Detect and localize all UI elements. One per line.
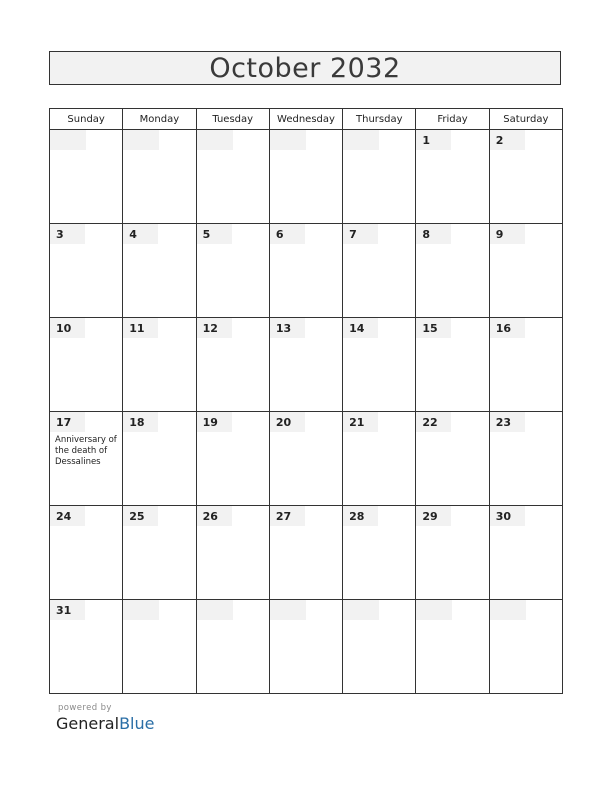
day-cell-12[interactable] (196, 318, 269, 412)
day-cell-2[interactable] (489, 130, 562, 224)
brand-general: General (56, 714, 120, 733)
day-cell-17[interactable] (50, 412, 123, 506)
day-cell-10[interactable] (50, 318, 123, 412)
day-number: 5 (197, 224, 232, 244)
day-number: 18 (123, 412, 158, 432)
empty-day-cell[interactable] (269, 600, 342, 694)
day-cell-22[interactable] (416, 412, 489, 506)
calendar-grid (49, 108, 563, 694)
day-cell-28[interactable] (343, 506, 416, 600)
day-cell-20[interactable] (269, 412, 342, 506)
day-cell-9[interactable] (489, 224, 562, 318)
day-cell-3[interactable] (50, 224, 123, 318)
day-number: 27 (270, 506, 305, 526)
empty-day-tab (343, 130, 379, 150)
week-row (50, 130, 563, 224)
empty-day-tab (490, 600, 526, 620)
day-cell-30[interactable] (489, 506, 562, 600)
empty-day-cell[interactable] (343, 600, 416, 694)
day-cell-16[interactable] (489, 318, 562, 412)
day-number: 10 (50, 318, 85, 338)
day-number: 22 (416, 412, 451, 432)
day-number: 7 (343, 224, 378, 244)
day-cell-25[interactable] (123, 506, 196, 600)
day-cell-4[interactable] (123, 224, 196, 318)
day-number: 24 (50, 506, 85, 526)
empty-day-cell[interactable] (196, 130, 269, 224)
day-cell-26[interactable] (196, 506, 269, 600)
day-number: 19 (197, 412, 232, 432)
day-number: 9 (490, 224, 525, 244)
week-row (50, 224, 563, 318)
empty-day-tab (343, 600, 379, 620)
day-cell-14[interactable] (343, 318, 416, 412)
day-cell-21[interactable] (343, 412, 416, 506)
day-cell-13[interactable] (269, 318, 342, 412)
day-number: 3 (50, 224, 85, 244)
day-cell-31[interactable] (50, 600, 123, 694)
day-cell-15[interactable] (416, 318, 489, 412)
empty-day-cell[interactable] (489, 600, 562, 694)
day-cell-6[interactable] (269, 224, 342, 318)
generalblue-logo[interactable] (56, 714, 154, 733)
weekday-tuesday: Tuesday (196, 109, 269, 130)
day-number: 25 (123, 506, 158, 526)
empty-day-cell[interactable] (343, 130, 416, 224)
weekday-friday: Friday (416, 109, 489, 130)
weekday-monday: Monday (123, 109, 196, 130)
weekday-header-row (50, 109, 563, 130)
empty-day-cell[interactable] (123, 600, 196, 694)
day-number: 23 (490, 412, 525, 432)
week-row (50, 412, 563, 506)
day-number: 13 (270, 318, 305, 338)
empty-day-tab (270, 600, 306, 620)
day-number: 29 (416, 506, 451, 526)
day-number: 30 (490, 506, 525, 526)
empty-day-tab (50, 130, 86, 150)
day-number: 15 (416, 318, 451, 338)
weekday-thursday: Thursday (343, 109, 416, 130)
day-number: 11 (123, 318, 158, 338)
week-row (50, 318, 563, 412)
empty-day-cell[interactable] (269, 130, 342, 224)
calendar-title-box (49, 51, 561, 85)
empty-day-cell[interactable] (196, 600, 269, 694)
week-row (50, 506, 563, 600)
day-number: 16 (490, 318, 525, 338)
day-cell-24[interactable] (50, 506, 123, 600)
powered-by-text: powered by (58, 703, 112, 713)
day-number: 12 (197, 318, 232, 338)
day-number: 17 (50, 412, 85, 432)
day-number: 8 (416, 224, 451, 244)
day-cell-5[interactable] (196, 224, 269, 318)
day-number: 14 (343, 318, 378, 338)
empty-day-tab (123, 600, 159, 620)
day-cell-11[interactable] (123, 318, 196, 412)
day-number: 21 (343, 412, 378, 432)
empty-day-cell[interactable] (50, 130, 123, 224)
day-cell-27[interactable] (269, 506, 342, 600)
calendar-title: October 2032 (209, 52, 401, 84)
weekday-wednesday: Wednesday (269, 109, 342, 130)
empty-day-cell[interactable] (416, 600, 489, 694)
day-cell-29[interactable] (416, 506, 489, 600)
day-number: 26 (197, 506, 232, 526)
day-number: 28 (343, 506, 378, 526)
day-number: 6 (270, 224, 305, 244)
day-cell-7[interactable] (343, 224, 416, 318)
weekday-saturday: Saturday (489, 109, 562, 130)
empty-day-cell[interactable] (123, 130, 196, 224)
day-number: 1 (416, 130, 451, 150)
day-cell-19[interactable] (196, 412, 269, 506)
empty-day-tab (197, 600, 233, 620)
weekday-sunday: Sunday (50, 109, 123, 130)
day-cell-18[interactable] (123, 412, 196, 506)
empty-day-tab (197, 130, 233, 150)
day-number: 2 (490, 130, 525, 150)
empty-day-tab (123, 130, 159, 150)
footer (56, 703, 154, 733)
day-number: 20 (270, 412, 305, 432)
brand-blue: Blue (119, 714, 155, 733)
day-number: 4 (123, 224, 158, 244)
empty-day-tab (416, 600, 452, 620)
holiday-event: Anniversary of the death of Dessalines (55, 435, 117, 467)
week-row (50, 600, 563, 694)
day-cell-1[interactable] (416, 130, 489, 224)
empty-day-tab (270, 130, 306, 150)
day-number: 31 (50, 600, 85, 620)
day-cell-8[interactable] (416, 224, 489, 318)
day-cell-23[interactable] (489, 412, 562, 506)
